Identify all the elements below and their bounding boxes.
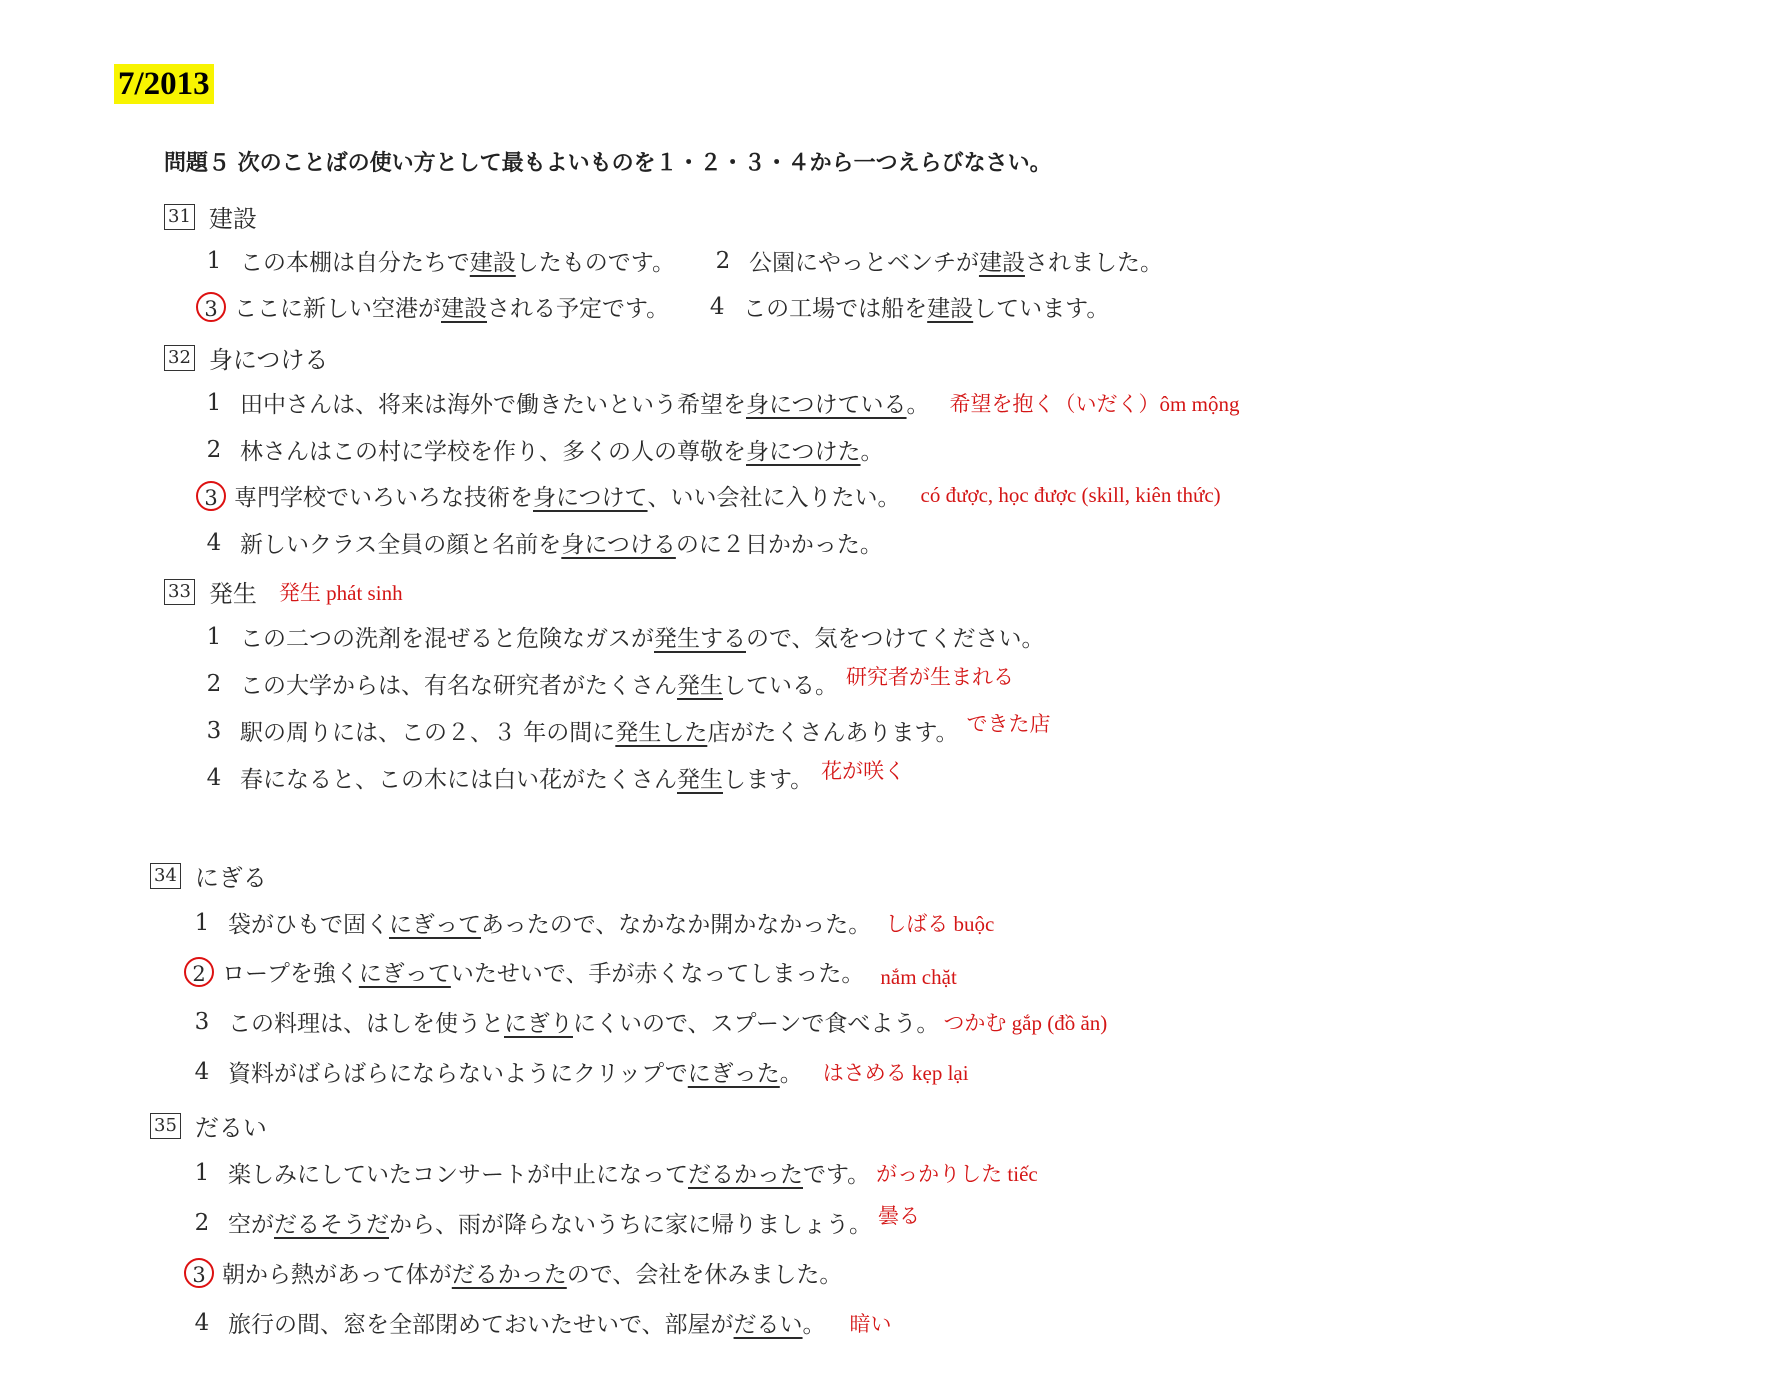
list-item: 2 ロープを強く にぎって いたせいで、手が赤くなってしまった。 nắm chặt xyxy=(184,955,957,988)
list-item: 2 この大学からは、有名な研究者がたくさん 発生 している。 研究者が生まれる xyxy=(200,667,1014,700)
question-35 xyxy=(150,1108,267,1143)
list-item: 1 楽しみにしていたコンサートが中止になって だるかった です。 がっかりした tiếc xyxy=(188,1156,1038,1189)
question-number: 33 xyxy=(164,579,195,605)
question-word: だるい xyxy=(194,1114,267,1142)
underlined-word: 身につける xyxy=(561,532,676,558)
handwritten-note: 暗い xyxy=(849,1311,892,1336)
list-item: 3 ここに新しい空港が 建設 される予定です。 4 この工場では船を 建設 しています。 xyxy=(196,290,1109,323)
list-item: 4 旅行の間、窓を全部閉めておいたせいで、部屋が だるい 。 暗い xyxy=(188,1306,892,1339)
handwritten-note: しばる buộc xyxy=(885,911,995,936)
question-33 xyxy=(164,574,403,609)
underlined-word: 発生する xyxy=(654,626,746,652)
circled-answer: 3 xyxy=(184,1258,214,1288)
circled-answer: 3 xyxy=(196,292,226,322)
underlined-word: 建設 xyxy=(441,296,487,322)
option-number: 4 xyxy=(709,293,725,320)
list-item: 3 駅の周りには、この２、３ 年の間に 発生した 店がたくさんあります。 できた店 xyxy=(200,714,1050,747)
list-item: 3 この料理は、はしを使うと にぎり にくいので、スプーンで食べよう。 つかむ gắp (đồ ăn) xyxy=(188,1005,1107,1038)
instruction: 問題５ 次のことばの使い方として最もよいものを１・２・３・４から一つえらびなさい。 xyxy=(164,151,1052,176)
question-32 xyxy=(164,340,328,375)
underlined-word: 身につけて xyxy=(533,485,648,511)
list-item: 1 袋がひもで固く にぎって あったので、なかなか開かなかった。 しばる buộc xyxy=(188,906,994,939)
question-number: 32 xyxy=(164,345,195,371)
question-word: 発生 xyxy=(208,580,257,608)
handwritten-note: がっかりした tiếc xyxy=(876,1161,1038,1186)
question-number: 31 xyxy=(164,204,195,230)
handwritten-note: つかむ gắp (đồ ăn) xyxy=(943,1010,1108,1035)
date-label: 7/2013 xyxy=(114,64,214,104)
question-word: 建設 xyxy=(208,205,257,233)
handwritten-note: できた店 xyxy=(966,711,1051,736)
list-item: 1 田中さんは、将来は海外で働きたいという希望を 身につけている 。 希望を抱く（いだく）ôm mộng xyxy=(200,386,1239,419)
underlined-word: 発生 xyxy=(677,673,723,699)
underlined-word: 建設 xyxy=(469,250,516,276)
handwritten-note: 曇る xyxy=(878,1203,920,1228)
underlined-word: 発生 xyxy=(677,767,723,793)
list-item: 4 春になると、この木には白い花がたくさん 発生 します。 花が咲く xyxy=(200,761,905,794)
list-item: 2 林さんはこの村に学校を作り、多くの人の尊敬を 身につけた 。 xyxy=(200,433,884,466)
list-item: 2 空が だるそうだ から、雨が降らないうちに家に帰りましょう。 曇る xyxy=(188,1206,920,1239)
list-item: 4 新しいクラス全員の顔と名前を 身につける のに２日かかった。 xyxy=(200,526,883,559)
underlined-word: だるかった xyxy=(451,1262,567,1288)
underlined-word: 建設 xyxy=(927,296,974,322)
list-item: 3 朝から熱があって体が だるかった ので、会社を休みました。 xyxy=(184,1256,842,1289)
underlined-word: にぎり xyxy=(504,1011,573,1037)
handwritten-note: có được, học được (skill, kiên thức) xyxy=(920,483,1221,507)
list-item: 4 資料がばらばらにならないようにクリップで にぎった 。 はさめる kẹp lại xyxy=(188,1055,969,1088)
underlined-word: にぎって xyxy=(389,912,481,938)
list-item: 3 専門学校でいろいろな技術を 身につけて 、いい会社に入りたい。 có được, học được (skill, kiên thức) xyxy=(196,479,1221,512)
question-31 xyxy=(164,199,257,234)
underlined-word: にぎって xyxy=(358,961,451,987)
underlined-word: 身につけている xyxy=(746,392,907,418)
handwritten-note: はさめる kẹp lại xyxy=(822,1060,969,1085)
handwritten-note: 花が咲く xyxy=(821,758,906,783)
question-word: 身につける xyxy=(208,346,329,374)
option-number: 2 xyxy=(715,247,731,274)
underlined-word: だるそうだ xyxy=(274,1212,389,1238)
handwritten-note: nắm chặt xyxy=(880,965,957,989)
list-item: 1 この二つの洗剤を混ぜると危険なガスが 発生する ので、気をつけてください。 xyxy=(200,620,1045,653)
question-number: 35 xyxy=(150,1113,181,1139)
handwritten-note: 発生 phát sinh xyxy=(278,580,403,605)
handwritten-note: 研究者が生まれる xyxy=(846,664,1014,689)
question-word: にぎる xyxy=(194,864,267,892)
underlined-word: 身につけた xyxy=(746,439,861,465)
handwritten-note: 希望を抱く（いだく）ôm mộng xyxy=(949,391,1240,416)
list-item: 1 この本棚は自分たちで 建設 したものです。 2 公園にやっとベンチが 建設 されました。 xyxy=(200,244,1163,277)
underlined-word: にぎった xyxy=(687,1061,780,1087)
circled-answer: 2 xyxy=(184,957,214,987)
underlined-word: だるい xyxy=(733,1312,803,1338)
underlined-word: 建設 xyxy=(978,250,1025,276)
circled-answer: 3 xyxy=(196,481,226,511)
underlined-word: だるかった xyxy=(688,1162,803,1188)
question-number: 34 xyxy=(150,863,181,889)
underlined-word: 発生した xyxy=(615,720,708,746)
question-34 xyxy=(150,858,267,893)
option-number: 1 xyxy=(206,247,222,274)
